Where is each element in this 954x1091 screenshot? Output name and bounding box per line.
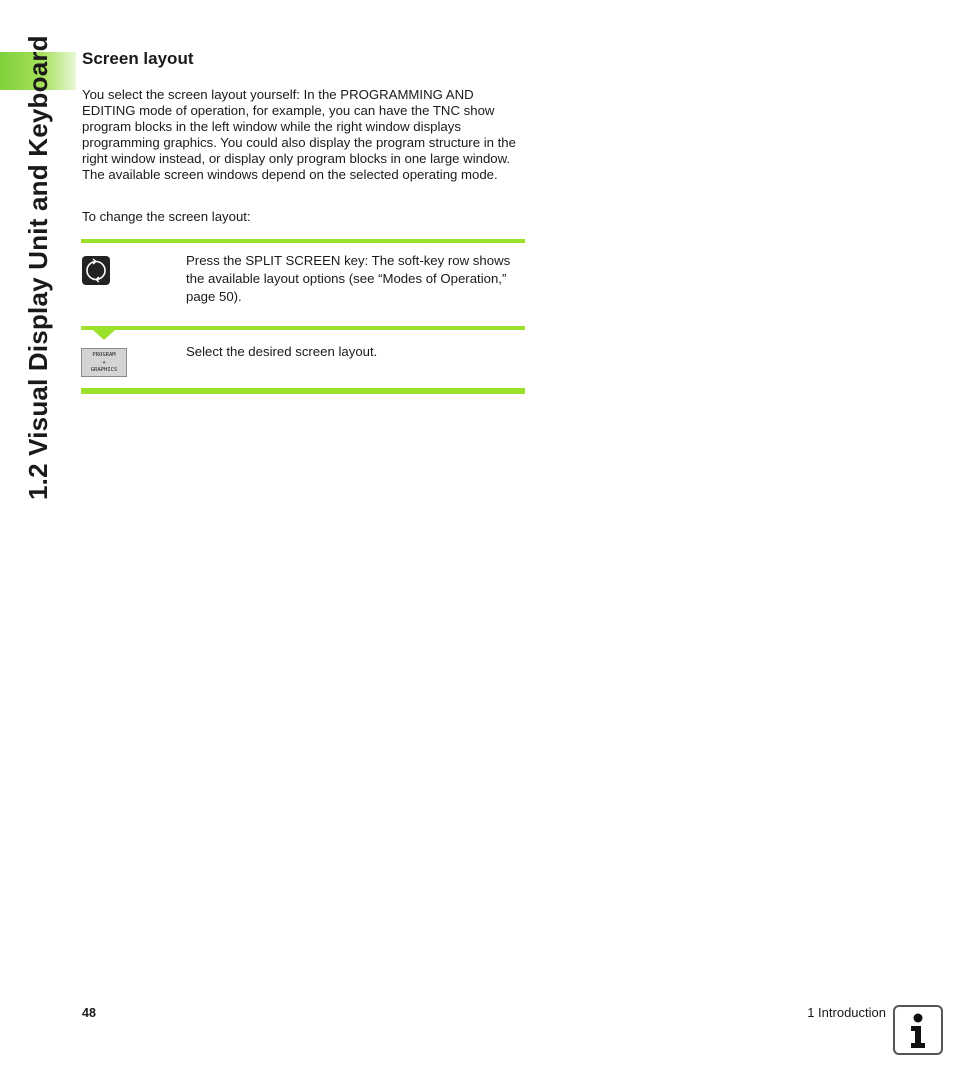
split-screen-key-icon [82, 256, 110, 285]
page-number: 48 [82, 1006, 96, 1020]
softkey-line-3: GRAPHICS [90, 367, 118, 373]
step-divider-top [81, 239, 525, 243]
step-2-text: Select the desired screen layout. [186, 344, 378, 359]
step-divider-middle [81, 326, 525, 330]
step-1-text: Press the SPLIT SCREEN key: The soft-key row shows the available layout options (see “Modes of Operation,” page 50). [186, 253, 511, 304]
step-arrow-icon [93, 330, 115, 340]
program-graphics-softkey [81, 348, 127, 377]
info-icon [893, 1005, 943, 1055]
softkey-line-1: PROGRAM [92, 352, 116, 358]
side-section-title: 1.2 Visual Display Unit and Keyboard [23, 35, 53, 500]
chapter-label: 1 Introduction [807, 1005, 886, 1020]
intro-paragraph: You select the screen layout yourself: In the PROGRAMMING AND EDITING mode of operation, for example, you can have the TNC show program blocks in the left window while the right window displays programming graphics. You could also display the program structure in the right window instead, or display only program blocks in one large window. The available screen windows depend on the selected operating mode. [82, 87, 516, 182]
section-heading: Screen layout [82, 49, 194, 68]
step-divider-bottom [81, 388, 525, 394]
lead-in-text: To change the screen layout: [82, 209, 251, 224]
softkey-line-2: + [102, 359, 106, 366]
